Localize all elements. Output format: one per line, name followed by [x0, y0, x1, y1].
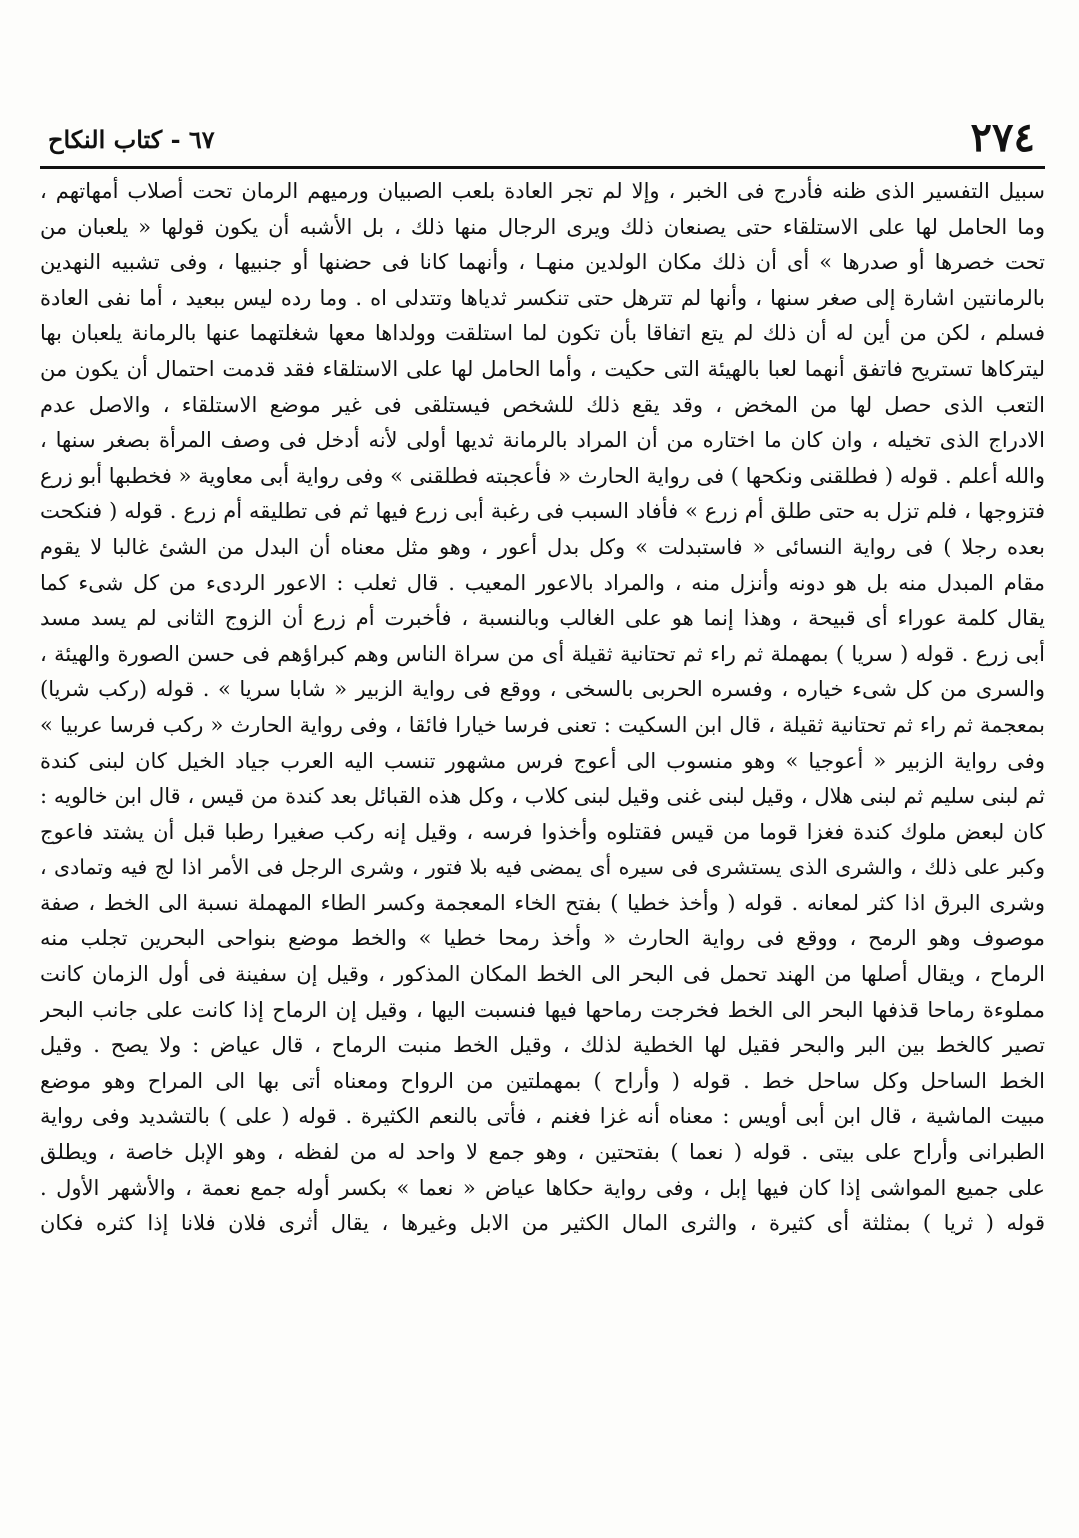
page-header [40, 114, 1045, 162]
text-line: الادراج الذى تخيله ، وان كان ما اختاره من أن المراد بالرمانة ثديها أولى لأنه أدخل فى وصف المرأة بصغر سنها ، [40, 428, 1045, 453]
text-line: أبى زرع . قوله ( سريا ) بمهملة ثم راء ثم تحتانية ثقيلة أى من سراة الناس وهم كبراؤهم فى حسن الصورة والهيئة ، [40, 641, 1045, 666]
text-line: على جميع المواشى إذا كان فيها إبل ، وفى رواية حكاها عياض « نعما » بكسر أوله جمع نعمة ، والأشهر الأول . [40, 1175, 1045, 1200]
text-line: بمعجمة ثم راء ثم تحتانية ثقيلة ، قال ابن السكيت : تعنى فرسا خيارا فائقا ، وفى رواية الحارث « ركب فرسا عربيا » [40, 712, 1045, 737]
text-line: الطبرانى وأراح على بيتى . قوله ( نعما ) بفتحتين ، وهو جمع لا واحد له من لفظه ، وهو الإبل خاصة ، ويطلق [40, 1140, 1045, 1165]
text-line: موصوف وهو الرمح ، ووقع فى رواية الحارث « وأخذ رمحا خطيا » والخط موضع بنواحى البحرين تجلب منه [40, 926, 1045, 951]
text-line: فتزوجها ، فلم تزل به حتى طلق أم زرع » فأفاد السبب فى رغبة أبى زرع فيها ثم فى تطليقه أم زرع . قوله ( فنكحت [40, 499, 1045, 524]
body-text [40, 174, 1045, 1524]
text-line: الخط الساحل وكل ساحل خط . قوله ( وأراح ) بمهملتين من الرواح ومعناه أتى بها الى المراح وهو موضع [40, 1068, 1045, 1093]
text-line: ثم لبنى سليم ثم لبنى هلال ، وقيل لبنى غنى وقيل لبنى كلاب ، وكل هذه القبائل بعد كندة من قيس ، قال ابن خالويه : [40, 784, 1045, 809]
text-line: ليتركاها تستريح فاتفق أنهما لعبا بالهيئة التى حكيت ، وأما الحامل لها على الاستلقاء فقد قدمت احتمال أن يكون من [40, 356, 1045, 381]
text-line: والله أعلم . قوله ( فطلقنى ونكحها ) فى رواية الحارث « فأعجبته فطلقنى » وفى رواية أبى معاوية « فخطبها أبو زرع [40, 463, 1045, 488]
text-line: مملوءة رماحا قذفها البحر الى الخط فخرجت رماحها فيها فنسبت اليها ، وقيل إن الرماح إذا كانت على جانب البحر [40, 997, 1045, 1022]
text-line: فسلم ، لكن من أين له أن ذلك لم يتع اتفاقا بأن تكون لما استلقت وولداها معها شغلتهما عنها بالرمانة يلعبان بها [40, 321, 1045, 346]
text-line: سبيل التفسير الذى ظنه فأدرج فى الخبر ، وإلا لم تجر العادة بلعب الصبيان ورميهم الرمان تحت أصلاب أمهاتهم ، [40, 179, 1045, 203]
text-line: تحت خصرها أو صدرها » أى أن ذلك مكان الولدين منهـا ، وأنهما كانا فى حضنها أو جنبيها ، وفى تشبيه النهدين [40, 250, 1045, 275]
text-line: يقال كلمة عوراء أى قبيحة ، وهذا إنما هو على الغالب وبالنسبة ، فأخبرت أم زرع أن الزوج الثانى لم يسد مسد [40, 606, 1045, 631]
text-line: مقام المبدل منه بل هو دونه وأنزل منه ، والمراد بالاعور المعيب . قال ثعلب : الاعور الردىء من كل شىء كما [40, 570, 1045, 595]
page-number: ٢٧٤ [970, 114, 1035, 161]
text-line: التعب الذى حصل لها من المخض ، وقد يقع ذلك للشخص فيستلقى فى غير موضع الاستلقاء ، والاصل عدم [40, 392, 1045, 417]
text-line: بعده رجلا ) فى رواية النسائى « فاستبدلت » وكل بدل أعور ، وهو مثل معناه أن البدل من الشئ غالبا لا يقوم [40, 534, 1045, 559]
text-line: وما الحامل لها على الاستلقاء حتى يصنعان ذلك ويرى الرجال منها ذلك ، بل الأشبه أن يكون قولها « يلعبان من [40, 214, 1045, 239]
text-line: وكبر على ذلك ، والشرى الذى يستشرى فى سيره أى يمضى فيه بلا فتور ، وشرى الرجل فى الأمر اذا لج فيه وتمادى ، [40, 855, 1045, 880]
text-line: مبيت الماشية ، قال ابن أبى أويس : معناه أنه غزا فغنم ، فأتى بالنعم الكثيرة . قوله ( على ) بالتشديد وفى رواية [40, 1104, 1045, 1129]
text-line: تصير كالخط بين البر والبحر فقيل لها الخطية لذلك ، وقيل الخط منبت الرماح ، قال عياض : ولا يصح . وقيل [40, 1033, 1045, 1058]
running-title: ٦٧ - كتاب النكاح [48, 125, 215, 154]
header-rule [40, 166, 1045, 169]
text-line: الرماح ، ويقال أصلها من الهند تحمل فى البحر الى الخط المكان المذكور ، وقيل إن سفينة فى أول الزمان كانت [40, 962, 1045, 987]
text-line: قوله ( ثريا ) بمثلثة أى كثيرة ، والثرى المال الكثير من الابل وغيرها ، يقال أثرى فلان فلانا إذا كثره فكان [40, 1211, 1045, 1236]
text-line: بالرمانتين اشارة إلى صغر سنها ، وأنها لم تترهل حتى تنكسر ثدياها وتتدلى اه . وما رده ليس ببعيد ، أما نفى العادة [40, 285, 1045, 310]
text-line: وفى رواية الزبير « أعوجيا » وهو منسوب الى أعوج فرس مشهور تنسب اليه العرب جياد الخيل كان لبنى كندة [40, 748, 1045, 773]
text-line: وشرى البرق اذا كثر لمعانه . قوله ( وأخذ خطيا ) بفتح الخاء المعجمة وكسر الطاء المهملة نسبة الى الخط ، صفة [40, 890, 1045, 915]
text-line: والسرى من كل شىء خياره ، وفسره الحربى بالسخى ، ووقع فى رواية الزبير « شابا سريا » . قوله (ركب شريا) [40, 677, 1045, 702]
text-line: كان لبعض ملوك كندة فغزا قوما من قيس فقتلوه وأخذوا فرسه ، وقيل إنه ركب صغيرا رطبا قبل أن يشتد فاعوج [40, 819, 1045, 844]
